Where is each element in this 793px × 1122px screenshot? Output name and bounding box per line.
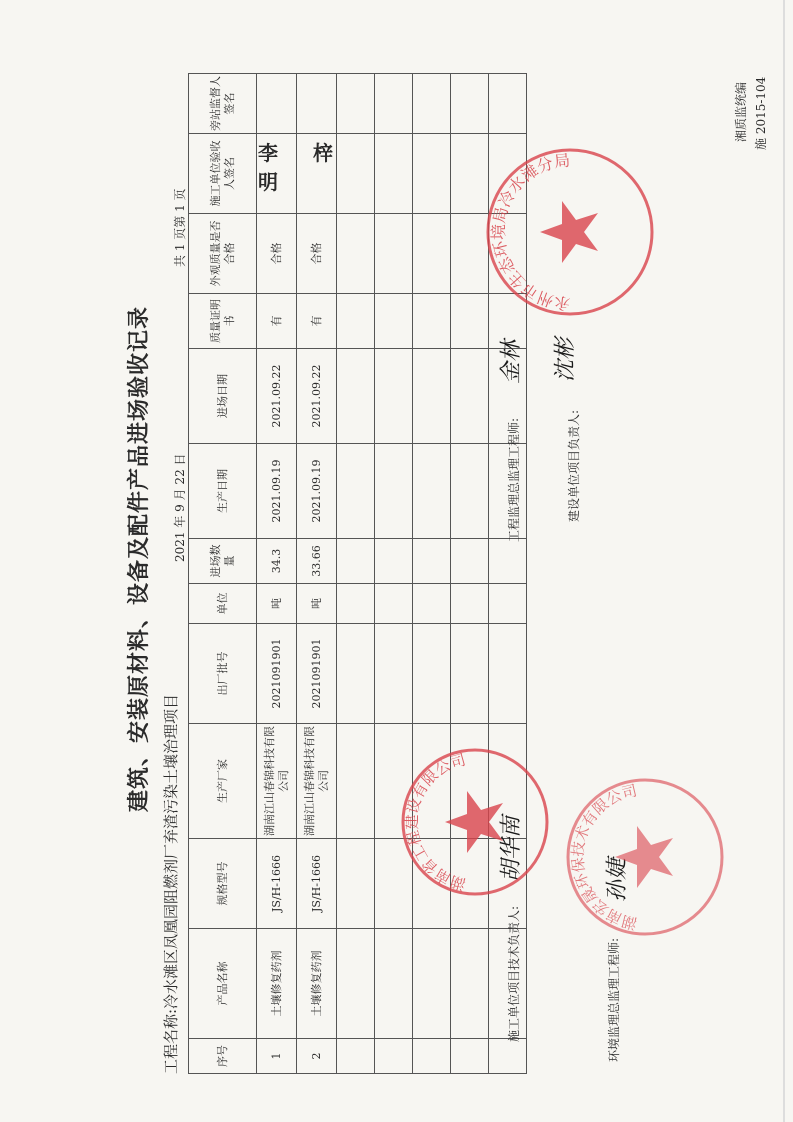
record-date: 2021 年 9 月 22 日 [173, 453, 187, 562]
empty-cell [451, 624, 489, 724]
empty-row [413, 74, 451, 1074]
table-cell [297, 74, 337, 134]
header-cell: 质量证明书 [189, 294, 257, 349]
empty-cell [375, 214, 413, 294]
empty-cell [451, 929, 489, 1039]
construction-sign-label: 施工单位项目技术负责人: [507, 905, 521, 1042]
empty-cell [375, 74, 413, 134]
header-cell: 出厂批号 [189, 624, 257, 724]
owner-sign-label: 建设单位项目负责人: [567, 409, 581, 522]
empty-cell [375, 1039, 413, 1074]
empty-cell [413, 349, 451, 444]
env-signature: 孙婕 [605, 857, 630, 902]
header-cell: 进场日期 [189, 349, 257, 444]
document-title: 建筑、安装原材料、设备及配件产品进场验收记录 [126, 305, 152, 812]
empty-cell [489, 624, 527, 724]
table-cell: 吨 [257, 584, 297, 624]
empty-cell [337, 294, 375, 349]
empty-cell [413, 624, 451, 724]
empty-cell [451, 444, 489, 539]
construction-stamp [395, 742, 555, 902]
owner-signature: 沈彬 [553, 337, 578, 382]
empty-cell [337, 349, 375, 444]
table-cell [257, 74, 297, 134]
table-cell: 有 [297, 294, 337, 349]
table-row [257, 74, 297, 1074]
header-cell: 规格型号 [189, 839, 257, 929]
empty-cell [489, 74, 527, 134]
table-cell: 2 [297, 1039, 337, 1074]
form-code-2: 施 2015-104 [754, 76, 768, 150]
header-cell: 序号 [189, 1039, 257, 1074]
table-row [297, 74, 337, 1074]
table-cell: 吨 [297, 584, 337, 624]
form-code-1: 湘质监统编 [734, 81, 748, 142]
table-cell: 2021091901 [297, 624, 337, 724]
empty-cell [375, 349, 413, 444]
header-cell: 进场数量 [189, 539, 257, 584]
table-cell: 湖南江山春锦科技有限公司 [257, 724, 297, 839]
acceptance-table [188, 73, 527, 1074]
empty-cell [375, 294, 413, 349]
env-sign-label: 环境监理总监理工程师: [607, 937, 621, 1062]
empty-row [375, 74, 413, 1074]
empty-cell [413, 539, 451, 584]
header-cell: 旁站监督人签名 [189, 74, 257, 134]
owner-stamp [480, 142, 660, 322]
table-cell: 2021.09.22 [297, 349, 337, 444]
env-stamp-text: 湖南宏晟环保技术有限公司 [568, 781, 639, 933]
table-header-row [189, 74, 257, 1074]
empty-cell [337, 74, 375, 134]
empty-cell [375, 539, 413, 584]
empty-cell [489, 1039, 527, 1074]
header-cell: 施工单位验收人签名 [189, 134, 257, 214]
empty-cell [451, 584, 489, 624]
env-stamp [560, 772, 730, 942]
empty-cell [451, 74, 489, 134]
empty-cell [489, 539, 527, 584]
empty-row [337, 74, 375, 1074]
empty-cell [337, 539, 375, 584]
table-cell: 1 [257, 1039, 297, 1074]
empty-cell [413, 214, 451, 294]
supervisor-signature: 李 梓 明 [258, 141, 347, 194]
empty-cell [413, 134, 451, 214]
supervision-signature: 金林 [499, 339, 524, 384]
empty-cell [413, 584, 451, 624]
header-cell: 产品名称 [189, 929, 257, 1039]
empty-cell [413, 74, 451, 134]
table-cell: JS/H-1666 [257, 839, 297, 929]
empty-cell [337, 1039, 375, 1074]
empty-cell [451, 1039, 489, 1074]
empty-cell [451, 539, 489, 584]
empty-cell [413, 294, 451, 349]
table-cell: JS/H-1666 [297, 839, 337, 929]
empty-cell [413, 929, 451, 1039]
project-name: 工程名称:冷水滩区凤凰园阻燃剂厂弃渣污染土壤治理项目 [162, 693, 180, 1074]
header-cell: 生产厂家 [189, 724, 257, 839]
empty-cell [375, 584, 413, 624]
supervision-sign-label: 工程监理总监理工程师: [507, 417, 521, 542]
empty-cell [337, 214, 375, 294]
empty-cell [375, 444, 413, 539]
empty-cell [337, 444, 375, 539]
empty-cell [337, 584, 375, 624]
table-cell: 2021.09.19 [257, 444, 297, 539]
table-cell: 土壤修复药剂 [297, 929, 337, 1039]
empty-cell [413, 444, 451, 539]
page-info: 共 1 页第 1 页 [173, 188, 187, 267]
table-cell: 湖南江山春锦科技有限公司 [297, 724, 337, 839]
header-cell: 外观质量是否合格 [189, 214, 257, 294]
empty-cell [337, 724, 375, 839]
table-cell: 34.3 [257, 539, 297, 584]
table-cell: 土壤修复药剂 [257, 929, 297, 1039]
empty-cell [489, 584, 527, 624]
table-cell: 合格 [297, 214, 337, 294]
empty-cell [375, 624, 413, 724]
table-cell: 合格 [257, 214, 297, 294]
owner-stamp-text: 永州市生态环境局冷水滩分局 [489, 150, 572, 314]
empty-cell [451, 349, 489, 444]
table-cell: 2021.09.22 [257, 349, 297, 444]
table-cell: 33.66 [297, 539, 337, 584]
empty-cell [375, 929, 413, 1039]
empty-cell [337, 624, 375, 724]
construction-stamp-text: 湖南省工程建设有限公司 [403, 750, 468, 894]
table-cell: 有 [257, 294, 297, 349]
construction-signature: 胡华南 [499, 815, 524, 882]
table-cell: 2021091901 [257, 624, 297, 724]
empty-cell [337, 839, 375, 929]
empty-cell [337, 929, 375, 1039]
header-cell: 单位 [189, 584, 257, 624]
table-cell: 2021.09.19 [297, 444, 337, 539]
empty-cell [413, 1039, 451, 1074]
header-cell: 生产日期 [189, 444, 257, 539]
